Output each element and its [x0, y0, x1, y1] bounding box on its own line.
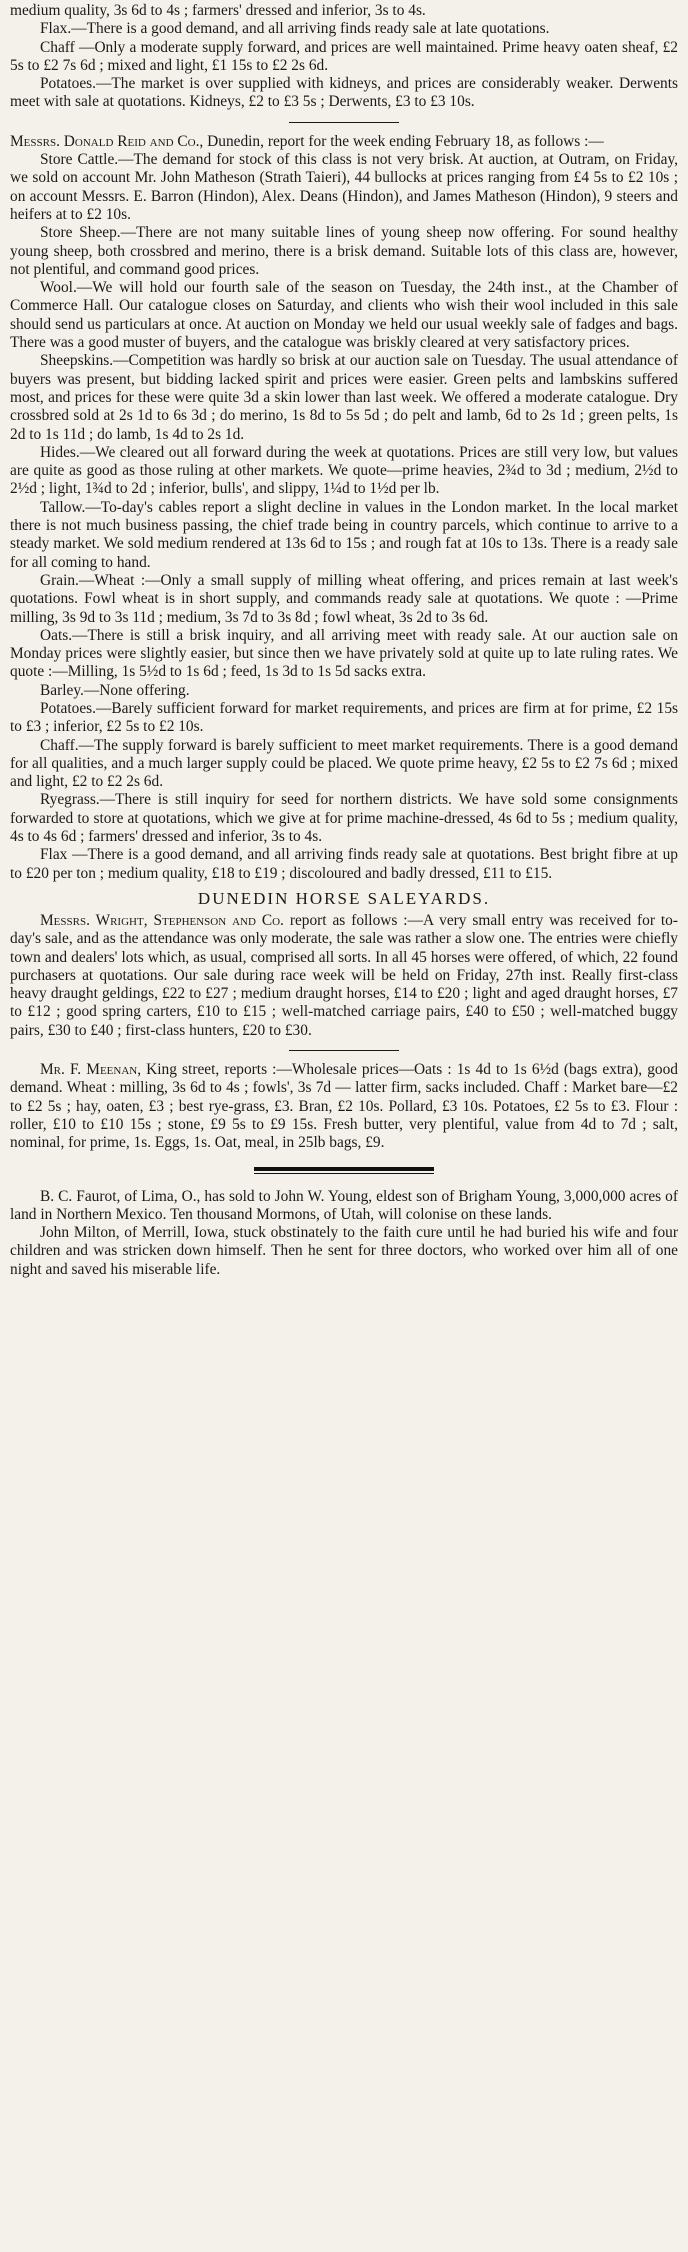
paragraph-store-sheep: Store Sheep.—There are not many suitable lines of young sheep now offering. For sound healthy young sheep, both crossbred and merino, there is a brisk demand. Suitable lots of this class are, however, not plentiful, and command good prices.	[10, 224, 678, 278]
paragraph-milton: John Milton, of Merrill, Iowa, stuck obstinately to the faith cure until he had buried his wife and four children and was stricken down himself. Then he sent for three doctors, who worked over him all of one night and saved his miserable life.	[10, 1224, 678, 1278]
paragraph-oats: Oats.—There is still a brisk inquiry, and all arriving meet with ready sale. At our auction sale on Monday prices were slightly easier, but since then we have privately sold at quite up to late ruling rates. We quote :—Milling, 1s 5½d to 1s 6d ; feed, 1s 3d to 1s 5d sacks extra.	[10, 626, 678, 681]
paragraph-wool: Wool.—We will hold our fourth sale of the season on Tuesday, the 24th inst., at the Chamber of Commerce Hall. Our catalogue closes on Saturday, and clients who wish their wool included in this sale should send us particulars at once. At auction on Monday we held our usual weekly sale of fadges and bags. There was a good muster of buyers, and the catalogue was briskly cleared at very satisfactory prices.	[10, 279, 678, 352]
paragraph-ryegrass: Ryegrass.—There is still inquiry for seed for northern districts. We have sold some consignments forwarded to store at quotations, which we give at for prime machine-dressed, 4s 6d to 5s ; medium quality, 4s to 4s 6d ; farmers' dressed and inferior, 3s to 4s.	[10, 791, 678, 846]
report-text: King street, reports :—Wholesale prices—Oats : 1s 4d to 1s 6½d (bags extra), good demand. Wheat : milling, 3s 6d to 4s ; fowls', 3s 7d — latter firm, sacks included. Chaff : Market bare—£2 to £2 5s ; hay, oaten, £3 ; best rye-grass, £3. Bran, £2 10s. Pollard, £3 10s. Potatoes, £2 5s to £3. Flour : roller, £10 to £10 15s ; stone, £9 5s to £9 15s. Fresh butter, very plentiful, value from 4d to 7d ; salt, nominal, for prime, 1s. Eggs, 1s. Oat, meal, in 25lb bags, £9.	[10, 1061, 678, 1152]
paragraph-p1: medium quality, 3s 6d to 4s ; farmers' dressed and inferior, 3s to 4s.	[10, 2, 426, 19]
paragraph-store-cattle: Store Cattle.—The demand for stock of this class is not very brisk. At auction, at Outram, on Friday, we sold on account Mr. John Matheson (Strath Taieri), 44 bullocks at prices ranging from £4 5s to £2 10s ; on account Messrs. E. Barron (Hindon), Alex. Deans (Hindon), and James Matheson (Hindon), 9 steers and heifers at to £2 10s.	[10, 151, 678, 223]
paragraph-grain: Grain.—Wheat :—Only a small supply of milling wheat offering, and prices remain at last week's quotations. Fowl wheat is in short supply, and commands ready sale at quotations. We quote : —Prime milling, 3s 9d to 3s 11d ; medium, 3s 7d to 3s 8d ; fowl wheat, 3s 2d to 3s 6d.	[10, 571, 678, 626]
paragraph-potatoes-2: Potatoes.—Barely sufficient forward for market requirements, and prices are firm at for prime, £2 15s to £3 ; inferior, £2 5s to £2 10s.	[10, 699, 678, 736]
firm-name: Messrs. Donald Reid and Co.,	[10, 132, 204, 150]
merchant-name: Mr. F. Meenan,	[40, 1061, 142, 1079]
paragraph-chaff-2: Chaff.—The supply forward is barely sufficient to meet market requirements. There is a good demand for all qualities, and a much larger supply could be placed. We quote prime heavy, £2 5s to £2 7s 6d ; mixed and light, £2 to £2 2s 6d.	[10, 736, 678, 791]
paragraph-chaff: Chaff —Only a moderate supply forward, and prices are well maintained. Prime heavy oaten sheaf, £2 5s to £2 7s 6d ; mixed and light, £1 15s to £2 2s 6d.	[10, 38, 678, 74]
report-horse-saleyards	[10, 912, 678, 1040]
section-heading: DUNEDIN HORSE SALEYARDS.	[197, 888, 491, 908]
report-text: report as follows :—A very small entry was received for to-day's sale, and as the attendance was only moderate, the sale was rather a slow one. The entries were chiefly town and dealers' lots which, as usual, comprised all sorts. In all 45 horses were offered, of which, 22 found purchasers at quotations. Our sale during race week will be held on Friday, 27th inst. Really first-class heavy draught geldings, £22 to £27 ; medium draught horses, £14 to £20 ; light and aged draught horses, £7 to £12 ; good spring carters, £10 to £15 ; well-matched carriage pairs, £40 to £50 ; well-matched buggy pairs, £30 to £40 ; first-class hunters, £20 to £30.	[10, 911, 678, 1039]
section-divider	[289, 122, 399, 123]
paragraph-tallow: Tallow.—To-day's cables report a slight decline in values in the London market. In the local market there is not much business passing, the chief trade being in country parcels, which continue to arrive to a steady market. We sold medium rendered at 13s 6d to 15s ; and rough fat at 10s to 13s. There is a ready sale for all coming to hand.	[10, 498, 678, 571]
paragraph-flax-2: Flax —There is a good demand, and all arriving finds ready sale at quotations. Best bright fibre at up to £20 per ton ; medium quality, £18 to £19 ; discoloured and badly dressed, £11 to £15.	[10, 846, 678, 882]
heavy-divider	[254, 1167, 434, 1174]
paragraph-faurot: B. C. Faurot, of Lima, O., has sold to John W. Young, eldest son of Brigham Young, 3,000,000 acres of land in Northern Mexico. Ten thousand Mormons, of Utah, will colonise on these lands.	[10, 1187, 678, 1223]
paragraph-potatoes: Potatoes.—The market is over supplied with kidneys, and prices are considerably weaker. Derwents meet with sale at quotations. Kidneys, £2 to £3 5s ; Derwents, £3 to £3 10s.	[10, 75, 678, 111]
report-intro-reid	[10, 133, 678, 151]
report-meenan	[10, 1061, 678, 1152]
paragraph-hides: Hides.—We cleared out all forward during the week at quotations. Prices are still very low, but values are quite as good as those ruling at other markets. We quote—prime heavies, 2¾d to 3d ; medium, 2½d to 2½d ; light, 1¾d to 2d ; inferior, bulls', and slippy, 1¼d to 1½d per lb.	[10, 443, 678, 498]
paragraph-barley: Barley.—None offering.	[40, 681, 190, 699]
paragraph-sheepskins: Sheepskins.—Competition was hardly so brisk at our auction sale on Tuesday. The usual attendance of buyers was present, but bidding lacked spirit and prices were easier. Green pelts and lambskins suffered most, and prices for these were quite 3d a skin lower than last week. We offered a moderate catalogue. Dry crossbred sold at 2s 1d to 6s 3d ; do merino, 1s 8d to 5s 5d ; do pelt and lamb, 6d to 2s 1d ; green pelts, 1s 2d to 1s 11d ; do lamb, 1s 4d to 2s 1d.	[10, 352, 678, 443]
report-intro-text: Dunedin, report for the week ending February 18, as follows :—	[203, 132, 604, 150]
paragraph-flax: Flax.—There is a good demand, and all arriving finds ready sale at late quotations.	[40, 20, 550, 38]
firm-name: Messrs. Wright, Stephenson and Co.	[40, 911, 284, 929]
section-divider	[289, 1050, 399, 1051]
